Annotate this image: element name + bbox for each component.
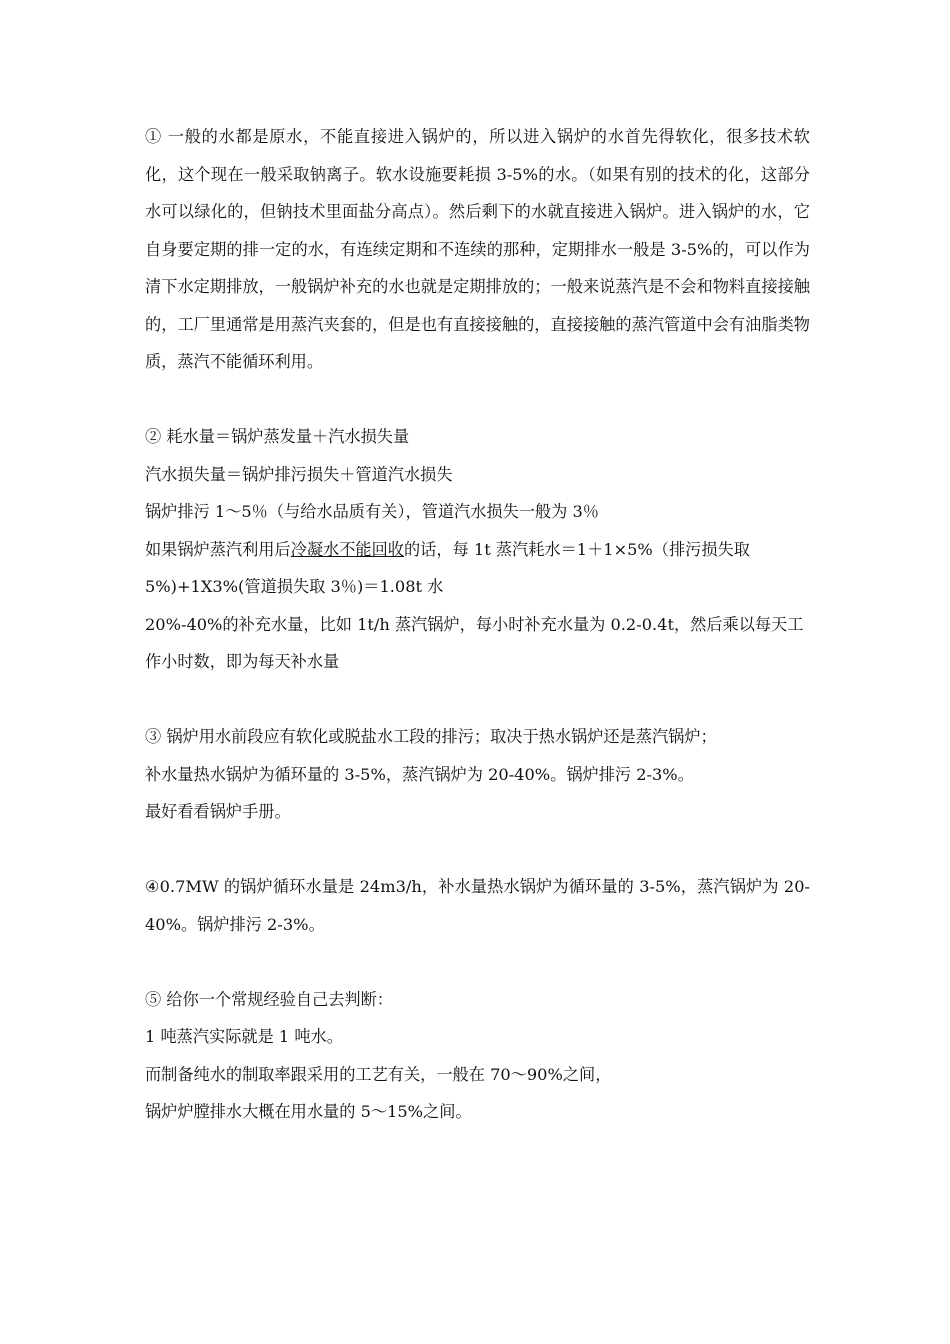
- section-5-line-3: 而制备纯水的制取率跟采用的工艺有关，一般在 70～90%之间，: [145, 1064, 612, 1084]
- section-2-line-3: 锅炉排污 1～5％（与给水品质有关），管道汽水损失一般为 3％: [145, 502, 599, 521]
- section-2-line-4: [145, 531, 810, 606]
- section-2-line-5: 20%-40%的补充水量，比如 1t/h 蒸汽锅炉，每小时补充水量为 0.2-0.4t，然后乘以每天工作小时数，即为每天补水量: [145, 614, 804, 671]
- section-2-line-4-suffix: 的话，每 1t 蒸汽耗水＝1＋1×5%（排污损失取 5%)+1X3%(管道损失取 3％)＝1.08t 水: [145, 539, 750, 596]
- section-5-line-4: 锅炉炉膛排水大概在用水量的 5～15%之间。: [145, 1102, 472, 1121]
- section-3-line-1: ③ 锅炉用水前段应有软化或脱盐水工段的排污；取决于热水锅炉还是蒸汽锅炉；: [145, 727, 717, 746]
- underlined-phrase: 冷凝水不能回收: [290, 539, 404, 559]
- section-2-line-2: 汽水损失量＝锅炉排污损失＋管道汽水损失: [145, 464, 453, 484]
- section-5-line-2: 1 吨蒸汽实际就是 1 吨水。: [145, 1027, 343, 1046]
- section-3-line-2: 补水量热水锅炉为循环量的 3-5%，蒸汽锅炉为 20-40%。锅炉排污 2-3%。: [145, 764, 694, 784]
- section-1: [145, 118, 810, 381]
- section-4-paragraph: ④0.7MW 的锅炉循环水量是 24m3/h，补水量热水锅炉为循环量的 3-5%，蒸汽锅炉为 20-40%。锅炉排污 2-3%。: [145, 877, 810, 934]
- section-3: [145, 718, 810, 831]
- section-5: [145, 981, 810, 1131]
- document-page: [145, 118, 810, 1168]
- section-2-line-4-prefix: 如果锅炉蒸汽利用后: [145, 539, 291, 559]
- section-2-line-1: ② 耗水量＝锅炉蒸发量＋汽水损失量: [145, 427, 410, 446]
- section-2: [145, 418, 810, 681]
- section-1-paragraph: ① 一般的水都是原水，不能直接进入锅炉的，所以进入锅炉的水首先得软化，很多技术软化，这个现在一般采取钠离子。软水设施要耗损 3-5%的水。（如果有别的技术的化，这部分水可以绿化的，但钠技术里面盐分高点）。然后剩下的水就直接进入锅炉。进入锅炉的水，它自身要定期的排一定的水，有连续定期和不连续的那种，定期排水一般是 3-5%的，可以作为清下水定期排放，一般锅炉补充的水也就是定期排放的；一般来说蒸汽是不会和物料直接接触的，工厂里通常是用蒸汽夹套的，但是也有直接接触的，直接接触的蒸汽管道中会有油脂类物质，蒸汽不能循环利用。: [145, 127, 810, 371]
- section-3-line-3: 最好看看锅炉手册。: [145, 802, 291, 821]
- section-4: [145, 868, 810, 943]
- section-5-line-1: ⑤ 给你一个常规经验自己去判断：: [145, 989, 393, 1009]
